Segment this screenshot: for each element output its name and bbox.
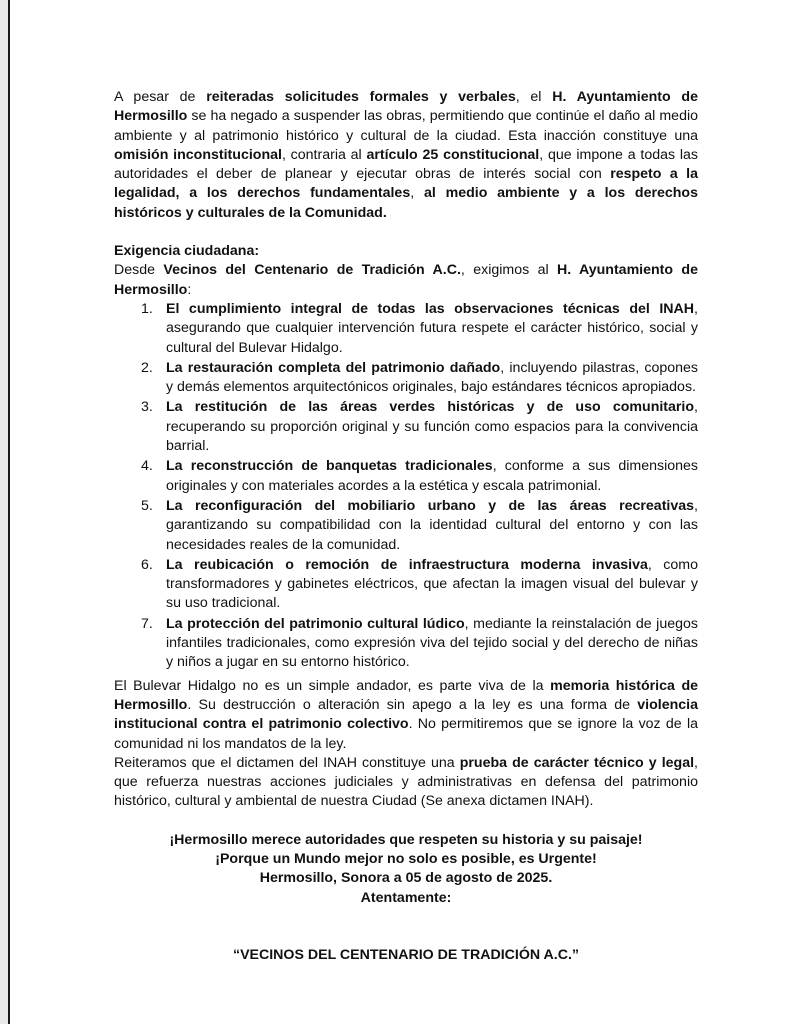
demand-title: La restauración completa del patrimonio dañado bbox=[166, 359, 501, 376]
demand-item bbox=[114, 398, 698, 456]
demand-number: 4. bbox=[141, 458, 153, 475]
demand-detail: , incluyendo pilastras, copones y demás elementos arquitectónicos originales, bajo estándares técnicos apropiados. bbox=[166, 359, 698, 396]
bold-text: omisión inconstitucional bbox=[114, 146, 282, 163]
bold-text: artículo 25 constitucional bbox=[366, 146, 540, 163]
text-run: , contraria al bbox=[281, 146, 367, 163]
text-run: El Bulevar Hidalgo no es un simple andador, es parte viva de la bbox=[114, 677, 551, 694]
text-run: , el bbox=[515, 89, 553, 105]
paragraph-omision bbox=[114, 88, 698, 223]
demand-detail: , mediante la reinstalación de juegos infantiles tradicionales, como expresión viva del tejido social y del derecho de niñas y niños a jugar en su entorno histórico. bbox=[166, 615, 698, 671]
bold-text: reiteradas solicitudes formales y verbales bbox=[206, 89, 516, 105]
text-run: A pesar de bbox=[114, 89, 207, 105]
text-run: . No permitiremos que se ignore la voz de la comunidad ni los mandatos de la ley. bbox=[114, 716, 698, 752]
text-run: se ha negado a suspender las obras, permitiendo que continúe el daño al medio ambiente y al patrimonio histórico y cultural de la ciudad. Esta inacción constituye una bbox=[114, 108, 698, 144]
demand-number: 2. bbox=[141, 359, 153, 376]
demand-list bbox=[114, 300, 698, 673]
demand-item bbox=[114, 556, 698, 614]
demand-number: 5. bbox=[141, 497, 153, 514]
demand-item bbox=[114, 457, 698, 496]
text-run: , bbox=[410, 185, 424, 202]
closing-slogan-1: ¡Hermosillo merece autoridades que respeten su historia y su paisaje! bbox=[169, 831, 643, 848]
demand-detail: , conforme a sus dimensiones originales y con materiales acordes a la estética y escala patrimonial. bbox=[166, 458, 698, 494]
demand-item bbox=[114, 300, 698, 358]
demand-number: 1. bbox=[141, 300, 153, 317]
demand-item bbox=[114, 359, 698, 398]
paragraph-bulevar bbox=[114, 677, 698, 754]
bold-text: prueba de carácter técnico y legal bbox=[459, 754, 695, 771]
demand-item bbox=[114, 497, 698, 555]
bold-text: memoria histórica de Hermosillo bbox=[114, 677, 698, 713]
demand-detail: , garantizando su compatibilidad con la identidad cultural del entorno y con las necesidades reales de la comunidad. bbox=[166, 497, 698, 553]
demand-title: El cumplimiento integral de todas las observaciones técnicas del INAH bbox=[166, 300, 695, 317]
exigencia-heading: Exigencia ciudadana: bbox=[114, 243, 260, 260]
bold-text: respeto a la legalidad, a los derechos fundamentales bbox=[114, 166, 698, 202]
demand-detail: , asegurando que cualquier intervención futura respete el carácter histórico, social y cultural del Bulevar Hidalgo. bbox=[166, 300, 698, 356]
demand-title: La reconfiguración del mobiliario urbano y de las áreas recreativas bbox=[166, 497, 695, 514]
place-date: Hermosillo, Sonora a 05 de agosto de 2025. bbox=[259, 870, 553, 887]
demand-detail: , como transformadores y gabinetes eléctricos, que afectan la imagen visual del bulevar y su uso tradicional. bbox=[166, 556, 698, 612]
bold-text: Vecinos del Centenario de Tradición A.C. bbox=[163, 262, 461, 279]
document-body bbox=[114, 88, 698, 965]
text-run: Reiteramos que el dictamen del INAH constituye una bbox=[114, 754, 460, 771]
text-run: : bbox=[187, 281, 192, 298]
document-page bbox=[8, 0, 790, 1024]
atentamente: Atentamente: bbox=[360, 889, 452, 906]
demand-number: 7. bbox=[141, 615, 153, 632]
text-run: Desde bbox=[114, 262, 164, 279]
signature: “VECINOS DEL CENTENARIO DE TRADICIÓN A.C.” bbox=[232, 946, 580, 963]
bold-text: H. Ayuntamiento de Hermosillo bbox=[114, 89, 698, 125]
demand-item bbox=[114, 615, 698, 673]
demand-title: La reconstrucción de banquetas tradicionales bbox=[166, 458, 493, 475]
text-run: , que impone a todas las autoridades el deber de planear y ejecutar obras de interés social con bbox=[114, 146, 699, 183]
paragraph-dictamen bbox=[114, 754, 698, 812]
bold-text: violencia institucional contra el patrimonio colectivo bbox=[114, 696, 698, 733]
text-run: , que refuerza nuestras acciones judiciales y administrativas en defensa del patrimonio histórico, cultural y ambiental de nuestra Ciudad (Se anexa dictamen INAH). bbox=[114, 754, 698, 810]
closing-slogan-2: ¡Porque un Mundo mejor no solo es posible, es Urgente! bbox=[215, 850, 597, 867]
demand-number: 6. bbox=[141, 556, 153, 573]
text-run: . Su destrucción o alteración sin apego a la ley es una forma de bbox=[187, 696, 638, 713]
demand-detail: , recuperando su proporción original y su función como espacios para la convivencia barrial. bbox=[166, 399, 698, 455]
bold-text: H. Ayuntamiento de Hermosillo bbox=[114, 262, 698, 298]
demand-number: 3. bbox=[141, 399, 153, 416]
text-run: , exigimos al bbox=[460, 262, 557, 279]
exigencia-intro bbox=[114, 261, 698, 300]
demand-title: La restitución de las áreas verdes históricas y de uso comunitario bbox=[166, 399, 695, 416]
demand-title: La protección del patrimonio cultural lúdico bbox=[166, 615, 465, 632]
demand-title: La reubicación o remoción de infraestructura moderna invasiva bbox=[166, 556, 648, 573]
bold-text: al medio ambiente y a los derechos históricos y culturales de la Comunidad. bbox=[114, 185, 698, 221]
